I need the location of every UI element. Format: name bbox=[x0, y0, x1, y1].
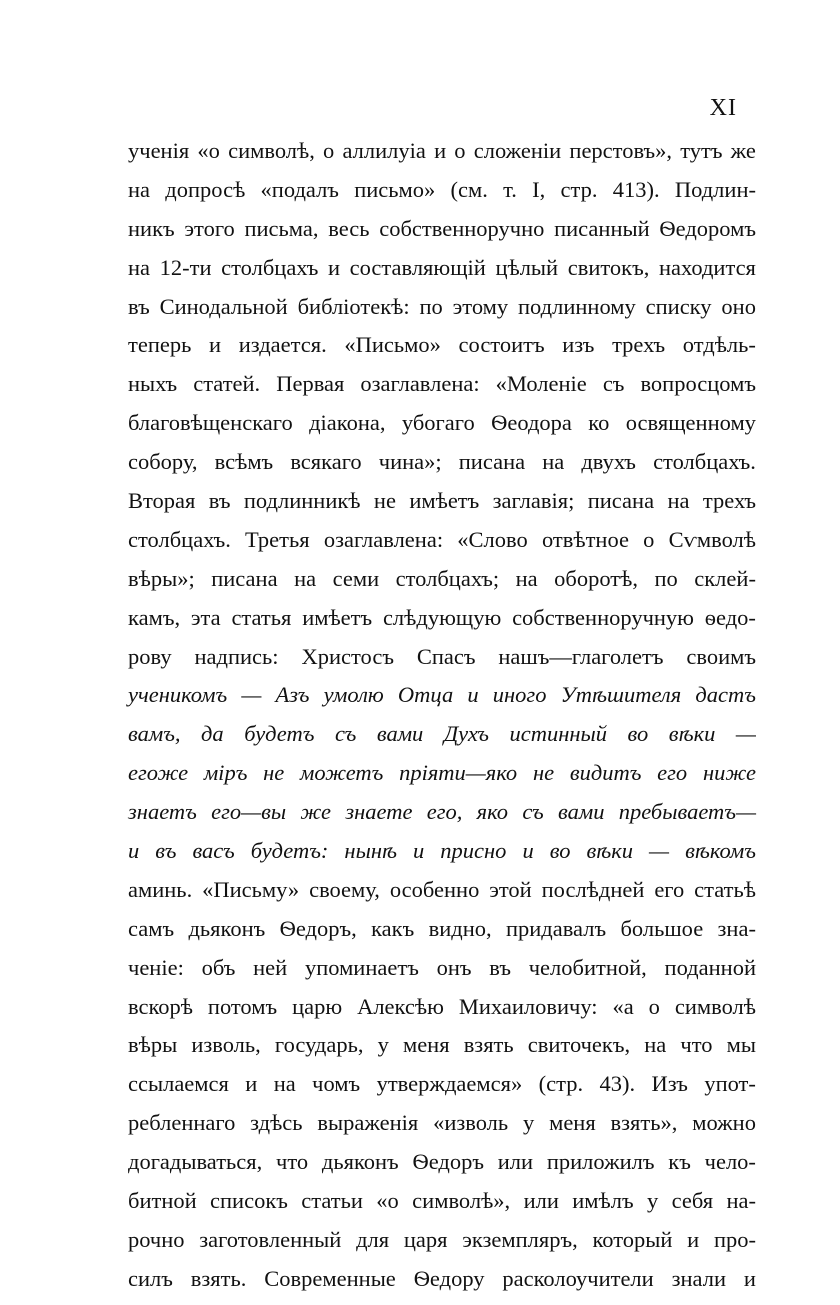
word: что bbox=[680, 1032, 713, 1058]
word: слѣдующую bbox=[382, 604, 502, 630]
word: отдѣль- bbox=[682, 332, 756, 358]
word: знаетъ bbox=[128, 799, 197, 825]
word: взять bbox=[463, 1032, 514, 1058]
word: весь bbox=[328, 215, 370, 241]
word: истинный bbox=[509, 721, 608, 747]
word: списокъ bbox=[210, 1188, 288, 1214]
word: въ bbox=[208, 488, 231, 514]
word: Третья bbox=[245, 526, 310, 552]
word: и bbox=[209, 332, 222, 358]
word: на bbox=[644, 1032, 667, 1058]
word: писана bbox=[211, 565, 278, 591]
word: аллилуіа bbox=[342, 138, 426, 163]
word: Вторая bbox=[128, 488, 196, 514]
word: на bbox=[128, 254, 151, 280]
word: благовѣщенскаго bbox=[128, 410, 293, 436]
word: присно bbox=[440, 838, 507, 864]
body-text bbox=[128, 138, 756, 1305]
word: имѣетъ bbox=[409, 488, 480, 514]
text-line bbox=[128, 216, 756, 255]
word: семи bbox=[332, 565, 380, 591]
text-line-last bbox=[128, 1266, 756, 1305]
word: въ bbox=[128, 293, 150, 319]
word: вопросцомъ bbox=[640, 371, 756, 397]
word: рочно bbox=[128, 1226, 185, 1252]
word: можетъ bbox=[300, 760, 384, 786]
word: вѣры»; bbox=[128, 565, 195, 591]
word: ныхъ bbox=[128, 371, 178, 397]
word: Ѳедоръ bbox=[412, 1149, 484, 1175]
word: о bbox=[454, 138, 466, 163]
word: Духъ bbox=[443, 721, 489, 747]
word: вами bbox=[376, 721, 424, 747]
word: и bbox=[687, 1226, 700, 1252]
word: знаете bbox=[345, 799, 413, 825]
word: стр. bbox=[560, 176, 598, 202]
word: столбцахъ; bbox=[395, 565, 500, 591]
word: своимъ bbox=[686, 643, 756, 669]
text-line bbox=[128, 1110, 756, 1149]
word: въ bbox=[155, 838, 177, 864]
word: утверждаемся» bbox=[376, 1071, 523, 1097]
word: взять. bbox=[190, 1265, 247, 1291]
word: Христосъ bbox=[301, 643, 394, 669]
word: будетъ bbox=[244, 721, 315, 747]
word: озаглавлена: bbox=[360, 371, 480, 397]
word: статьи bbox=[301, 1188, 363, 1214]
word: во bbox=[549, 838, 571, 864]
word: большое bbox=[620, 915, 704, 941]
word: видитъ bbox=[569, 760, 642, 786]
word: объ bbox=[201, 954, 236, 980]
text-line bbox=[128, 527, 756, 566]
word: собору, bbox=[128, 449, 198, 475]
word: «Письму» bbox=[202, 876, 300, 902]
word: на bbox=[273, 1071, 296, 1097]
word: пребываетъ— bbox=[618, 799, 756, 825]
word: у bbox=[646, 1188, 659, 1214]
word: тутъ bbox=[680, 138, 723, 163]
word: умолю bbox=[323, 682, 384, 708]
word: вѣкомъ bbox=[685, 838, 756, 864]
word: знали bbox=[671, 1265, 726, 1291]
text-line bbox=[128, 955, 756, 994]
word: библіотекѣ: bbox=[297, 293, 410, 319]
word: Первая bbox=[276, 371, 345, 397]
text-line bbox=[128, 138, 756, 177]
word: чина»; bbox=[378, 449, 442, 475]
word: находится bbox=[658, 254, 756, 280]
word: къ bbox=[668, 1149, 691, 1175]
word: особенно bbox=[389, 876, 480, 902]
word: на bbox=[294, 565, 317, 591]
word: оно bbox=[721, 293, 756, 319]
text-line bbox=[128, 994, 756, 1033]
word: иного bbox=[492, 682, 547, 708]
word: о bbox=[648, 993, 660, 1019]
word: же bbox=[300, 799, 332, 825]
word: «Моленіе bbox=[495, 371, 587, 397]
word: статья bbox=[231, 604, 292, 630]
word: I, bbox=[532, 176, 546, 202]
word: Современные bbox=[264, 1265, 396, 1291]
word: своему, bbox=[309, 876, 380, 902]
word: 413). bbox=[612, 176, 660, 202]
word: міръ bbox=[203, 760, 248, 786]
word: всякаго bbox=[290, 449, 362, 475]
word: видно, bbox=[428, 915, 492, 941]
text-line bbox=[128, 332, 756, 371]
word: состоитъ bbox=[458, 332, 545, 358]
word: этому bbox=[452, 293, 509, 319]
word: «Слово bbox=[457, 526, 528, 552]
word: о bbox=[323, 138, 335, 163]
word: ребленнаго bbox=[128, 1110, 236, 1136]
word: и bbox=[327, 254, 340, 280]
word: Ѳедоръ, bbox=[279, 915, 357, 941]
text-line bbox=[128, 916, 756, 955]
word: и bbox=[467, 682, 479, 708]
text-line-italic bbox=[128, 682, 756, 721]
word: придавалъ bbox=[505, 915, 607, 941]
word: онъ bbox=[436, 954, 472, 980]
word: перстовъ», bbox=[569, 138, 673, 163]
word: подлинникѣ bbox=[243, 488, 361, 514]
word: по bbox=[654, 565, 678, 591]
word: и bbox=[434, 138, 447, 163]
word: заготовленный bbox=[199, 1226, 342, 1252]
word: допросѣ bbox=[165, 176, 246, 202]
word: здѣсь bbox=[250, 1110, 303, 1136]
word: егоже bbox=[128, 760, 189, 786]
word: изъ bbox=[562, 332, 595, 358]
word: упот- bbox=[704, 1071, 756, 1097]
word: ней bbox=[253, 954, 288, 980]
word: дьяконъ bbox=[188, 915, 266, 941]
word: статей. bbox=[193, 371, 261, 397]
word: который bbox=[592, 1226, 673, 1252]
word: Синодальной bbox=[159, 293, 288, 319]
word: Азъ bbox=[275, 682, 310, 708]
word: трехъ bbox=[702, 488, 756, 514]
word: трехъ bbox=[612, 332, 666, 358]
word: какъ bbox=[371, 915, 415, 941]
word: символѣ», bbox=[412, 1188, 511, 1214]
word: будетъ: bbox=[250, 838, 329, 864]
word: дьяконъ bbox=[321, 1149, 399, 1175]
word: вами bbox=[557, 799, 605, 825]
word: выраженія bbox=[317, 1110, 419, 1136]
word: діакона, bbox=[309, 410, 386, 436]
word: двухъ bbox=[581, 449, 636, 475]
word: «Письмо» bbox=[344, 332, 441, 358]
word: составляющій bbox=[349, 254, 486, 280]
word: силъ bbox=[128, 1265, 173, 1291]
word: его—вы bbox=[211, 799, 287, 825]
word: «о bbox=[376, 1188, 399, 1214]
word: т. bbox=[503, 176, 517, 202]
text-line bbox=[128, 566, 756, 605]
word: Спасъ bbox=[416, 643, 476, 669]
word: Ѳедору bbox=[413, 1265, 485, 1291]
word: (стр. bbox=[538, 1071, 584, 1097]
word: не bbox=[263, 760, 285, 786]
word: челобитной, bbox=[528, 954, 647, 980]
word: нынѣ bbox=[344, 838, 397, 864]
word: у bbox=[523, 1110, 535, 1136]
word: Сѵмволѣ bbox=[668, 526, 756, 552]
word: ученія bbox=[128, 138, 190, 163]
text-line bbox=[128, 1071, 756, 1110]
word: послѣдней bbox=[541, 876, 645, 902]
text-line bbox=[128, 410, 756, 449]
word: свитокъ, bbox=[567, 254, 650, 280]
word: этого bbox=[184, 215, 235, 241]
word: битной bbox=[128, 1188, 197, 1214]
word: оборотѣ, bbox=[554, 565, 638, 591]
word: не bbox=[532, 760, 555, 786]
word: пріяти—яко bbox=[399, 760, 518, 786]
word: на bbox=[128, 176, 151, 202]
word: самъ bbox=[128, 915, 175, 941]
word: или bbox=[523, 1188, 559, 1214]
word: Изъ bbox=[651, 1071, 688, 1097]
text-line bbox=[128, 644, 756, 683]
word: этой bbox=[489, 876, 532, 902]
word: да bbox=[201, 721, 224, 747]
word: вамъ, bbox=[128, 721, 181, 747]
text-line bbox=[128, 177, 756, 216]
word: Михаиловичу: bbox=[458, 993, 598, 1019]
word: Подлин- bbox=[674, 176, 756, 202]
word: про- bbox=[713, 1226, 756, 1252]
word: на- bbox=[726, 1188, 756, 1214]
word: Отца bbox=[397, 682, 454, 708]
word: писанный bbox=[554, 215, 650, 241]
word: яко bbox=[476, 799, 509, 825]
word: зна- bbox=[717, 915, 756, 941]
word: озаглавлена: bbox=[323, 526, 444, 552]
text-line bbox=[128, 488, 756, 527]
word: упоминаетъ bbox=[304, 954, 419, 980]
text-line-italic bbox=[128, 799, 756, 838]
word: свиточекъ, bbox=[527, 1032, 631, 1058]
word: столбцахъ. bbox=[128, 526, 231, 552]
word: освященному bbox=[625, 410, 756, 436]
word: взять», bbox=[610, 1110, 678, 1136]
word: васъ bbox=[192, 838, 235, 864]
word: символѣ, bbox=[228, 138, 315, 163]
word: собственноручно bbox=[379, 215, 545, 241]
word: его bbox=[657, 760, 688, 786]
word: меня bbox=[549, 1110, 596, 1136]
word: царю bbox=[292, 993, 343, 1019]
word: ченіе: bbox=[128, 954, 184, 980]
word: камъ, bbox=[128, 604, 181, 630]
word: Ѳедоромъ bbox=[659, 215, 756, 241]
word: мы bbox=[726, 1032, 756, 1058]
word: что bbox=[276, 1149, 309, 1175]
word: же bbox=[730, 138, 756, 163]
word: — bbox=[649, 838, 670, 864]
page-number: XI bbox=[709, 95, 737, 121]
word: списку bbox=[645, 293, 712, 319]
word: о bbox=[643, 526, 655, 552]
word: или bbox=[497, 1149, 534, 1175]
word: можно bbox=[692, 1110, 756, 1136]
word: ко bbox=[588, 410, 610, 436]
word: чело- bbox=[704, 1149, 756, 1175]
word: всѣмъ bbox=[214, 449, 274, 475]
word: ученикомъ bbox=[128, 682, 228, 708]
word: эта bbox=[190, 604, 221, 630]
word: на bbox=[667, 488, 690, 514]
word: вскорѣ bbox=[128, 993, 193, 1019]
word: убогаго bbox=[401, 410, 475, 436]
word: сложеніи bbox=[473, 138, 562, 163]
word: царя bbox=[403, 1226, 448, 1252]
word: никъ bbox=[128, 215, 175, 241]
word: писана bbox=[458, 449, 526, 475]
word: «а bbox=[612, 993, 634, 1019]
text-line bbox=[128, 1149, 756, 1188]
word: подлинному bbox=[518, 293, 636, 319]
text-line bbox=[128, 255, 756, 294]
word: имѣлъ bbox=[572, 1188, 634, 1214]
word: аминь. bbox=[128, 876, 193, 902]
text-line bbox=[128, 294, 756, 333]
word: Ѳеодора bbox=[491, 410, 572, 436]
word: писана bbox=[587, 488, 655, 514]
word: приложилъ bbox=[546, 1149, 655, 1175]
text-line-italic bbox=[128, 838, 756, 877]
word: его, bbox=[426, 799, 463, 825]
word: его bbox=[654, 876, 685, 902]
text-line-italic bbox=[128, 721, 756, 760]
word: статьѣ bbox=[694, 876, 756, 902]
word: — bbox=[735, 721, 756, 747]
word: въ bbox=[489, 954, 511, 980]
word: ниже bbox=[702, 760, 756, 786]
word: рову bbox=[128, 643, 172, 669]
word: поданной bbox=[664, 954, 756, 980]
word: символѣ bbox=[674, 993, 756, 1019]
word: на bbox=[515, 565, 538, 591]
word: надпись: bbox=[194, 643, 279, 669]
word: «подалъ bbox=[260, 176, 339, 202]
word: Утѣшителя bbox=[560, 682, 682, 708]
text-line bbox=[128, 1188, 756, 1227]
word: «изволь bbox=[433, 1110, 509, 1136]
text-line bbox=[128, 371, 756, 410]
word: теперь bbox=[128, 332, 192, 358]
word: догадываться, bbox=[128, 1149, 263, 1175]
word: и bbox=[128, 838, 140, 864]
word: цѣлый bbox=[495, 254, 559, 280]
word: — bbox=[241, 682, 262, 708]
word: столбцахъ bbox=[221, 254, 319, 280]
text-line bbox=[128, 605, 756, 644]
word: чомъ bbox=[312, 1071, 361, 1097]
word: 12-ти bbox=[159, 254, 212, 280]
word: «о bbox=[197, 138, 220, 163]
word: не bbox=[373, 488, 396, 514]
word: нашъ—глаголетъ bbox=[498, 643, 664, 669]
word: по bbox=[419, 293, 443, 319]
text-line bbox=[128, 877, 756, 916]
word: письмо» bbox=[354, 176, 436, 202]
word: и bbox=[245, 1071, 258, 1097]
text-line-italic bbox=[128, 760, 756, 799]
word: вѣки bbox=[668, 721, 716, 747]
word: заглавія; bbox=[492, 488, 575, 514]
word: во bbox=[627, 721, 649, 747]
word: меня bbox=[402, 1032, 450, 1058]
text-line bbox=[128, 1032, 756, 1071]
word: вѣки bbox=[586, 838, 634, 864]
word: у bbox=[377, 1032, 389, 1058]
word: ссылаемся bbox=[128, 1071, 229, 1097]
word: съ bbox=[334, 721, 357, 747]
word: 43). bbox=[599, 1071, 636, 1097]
text-line bbox=[128, 449, 756, 488]
word: изволь, bbox=[191, 1032, 261, 1058]
word: на bbox=[542, 449, 565, 475]
word: экземпляръ, bbox=[462, 1226, 578, 1252]
word: съ bbox=[602, 371, 625, 397]
word: и bbox=[522, 838, 534, 864]
word: и bbox=[413, 838, 425, 864]
text-line bbox=[128, 1227, 756, 1266]
word: съ bbox=[522, 799, 544, 825]
word: ѳедо- bbox=[704, 604, 756, 630]
word: отвѣтное bbox=[541, 526, 629, 552]
word: столбцахъ. bbox=[653, 449, 756, 475]
word: потомъ bbox=[207, 993, 278, 1019]
word: себя bbox=[671, 1188, 714, 1214]
word: для bbox=[356, 1226, 390, 1252]
word: собственноручную bbox=[512, 604, 694, 630]
word: склей- bbox=[694, 565, 756, 591]
word: дастъ bbox=[695, 682, 756, 708]
word: издается. bbox=[238, 332, 327, 358]
word: письма, bbox=[244, 215, 319, 241]
word: Алексѣю bbox=[357, 993, 444, 1019]
word: имѣетъ bbox=[302, 604, 373, 630]
word: (см. bbox=[450, 176, 488, 202]
word: вѣры bbox=[128, 1032, 178, 1058]
word: расколоучители bbox=[502, 1265, 654, 1291]
word: государь, bbox=[274, 1032, 364, 1058]
word: и bbox=[743, 1265, 756, 1291]
